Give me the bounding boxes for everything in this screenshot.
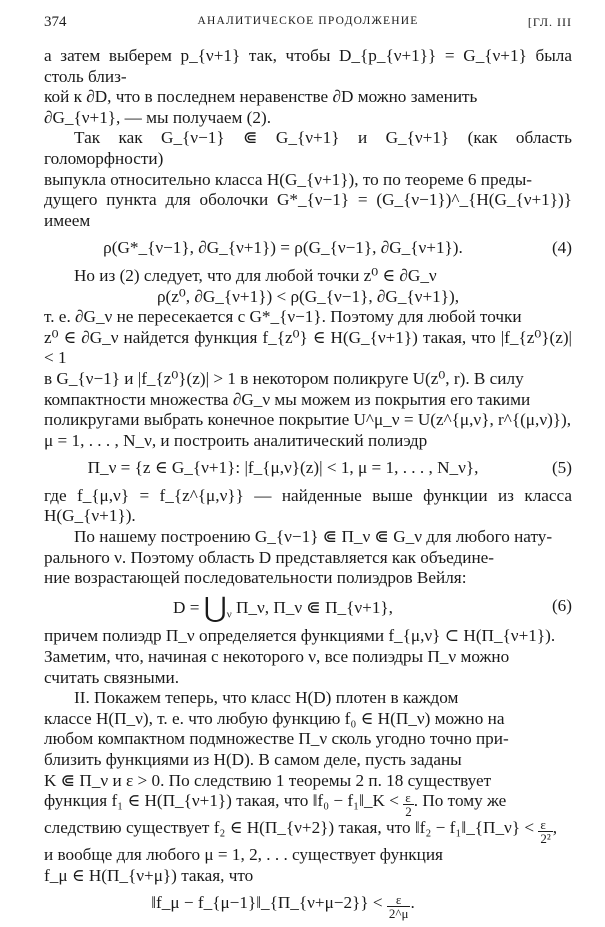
fraction	[538, 818, 552, 845]
union-index: ν	[226, 608, 232, 621]
equation-lhs: D =	[173, 597, 200, 617]
union-symbol: ⋃	[203, 592, 227, 624]
equation-lhs: ‖f_μ − f_{μ−1}‖_{Π_{ν+μ−2}} <	[151, 893, 383, 913]
text-line	[44, 791, 572, 818]
equation-expression: Π_ν = {z ∈ G_{ν+1}: |f_{μ,ν}(z)| < 1, μ = 1, . . . , N_ν},	[87, 458, 479, 478]
text-line: поликругами выбрать конечное покрытие U^μ_ν = U(z^{μ,ν}, r^{(μ,ν)}),	[44, 410, 572, 430]
chapter-marker: [ГЛ. III	[527, 15, 572, 29]
text-line: классе H(Π_ν), т. е. что любую функцию f₀ ∈ H(Π_ν) можно на	[44, 708, 505, 728]
text-fragment: . По тому же	[413, 791, 507, 811]
equation-end: .	[410, 893, 415, 913]
running-title: АНАЛИТИЧЕСКОЕ ПРОДОЛЖЕНИЕ	[197, 15, 419, 27]
text-line: близить функциями из H(D). В самом деле, пусть заданы	[44, 750, 462, 769]
page-number: 374	[44, 14, 67, 30]
fraction-numerator: ε	[403, 791, 414, 805]
text-line: выпукла относительно класса H(G_{ν+1}), то по теореме 6 преды-	[44, 169, 532, 189]
text-line: в G_{ν−1} и |f_{z⁰}(z)| > 1 в некотором поликруге U(z⁰, r). В силу	[44, 368, 524, 388]
equation-final	[44, 893, 572, 920]
equation-number: (6)	[551, 595, 572, 615]
text-line: считать связными.	[44, 667, 180, 687]
text-line: а затем выберем p_{ν+1} так, чтобы D_{p_{ν+1}} = G_{ν+1} была столь близ-	[44, 46, 572, 86]
running-header	[44, 14, 572, 36]
fraction	[403, 791, 414, 818]
equation-6	[44, 592, 572, 624]
text-line: K ⋐ Π_ν и ε > 0. По следствию 1 теоремы 2 п. 18 существует	[44, 770, 492, 790]
equation-number: (5)	[551, 458, 572, 478]
text-line: Так как G_{ν−1} ⋐ G_{ν+1} и G_{ν+1} (как область голоморфности)	[44, 128, 572, 168]
fraction-denominator: 2^μ	[388, 906, 409, 922]
equation-expression	[44, 592, 572, 624]
fraction-denominator: 2²	[540, 831, 551, 847]
text-line: дущего пункта для оболочки G*_{ν−1} = (G_{ν−1})^_{H(G_{ν+1})} имеем	[44, 190, 572, 230]
fraction	[387, 893, 411, 920]
text-line: и вообще для любого μ = 1, 2, . . . существует функция	[44, 845, 443, 865]
text-fragment: ,	[552, 818, 558, 838]
equation-5	[44, 458, 572, 479]
text-line: компактности множества ∂G_ν мы можем из покрытия его такими	[44, 389, 531, 409]
equation-expression	[44, 893, 572, 920]
page-body	[44, 46, 572, 927]
inline-equation: ρ(z⁰, ∂G_{ν+1}) < ρ(G_{ν−1}, ∂G_{ν+1}),	[156, 286, 459, 306]
text-line: ние возрастающей последовательности полиэдров Вейля:	[44, 568, 467, 588]
text-line: т. е. ∂G_ν не пересекается с G*_{ν−1}. Поэтому для любой точки	[44, 307, 522, 327]
equation-rhs: Π_ν, Π_ν ⋐ Π_{ν+1},	[235, 597, 393, 617]
text-line: где f_{μ,ν} = f_{z^{μ,ν}} — найденные выше функции из класса H(G_{ν+1}).	[44, 485, 572, 526]
fraction-numerator: ε	[387, 893, 411, 907]
equation-expression: ρ(G*_{ν−1}, ∂G_{ν+1}) = ρ(G_{ν−1}, ∂G_{ν+1}).	[103, 238, 463, 258]
text-line: По нашему построению G_{ν−1} ⋐ Π_ν ⋐ G_ν для любого нату-	[74, 527, 553, 547]
text-line	[44, 818, 572, 845]
equation-number: (4)	[551, 238, 572, 258]
text-line: μ = 1, . . . , N_ν, и построить аналитический полиэдр	[44, 430, 428, 450]
text-line: рального ν. Поэтому область D представляется как объедине-	[44, 547, 494, 567]
text-line: любом компактном подмножестве Π_ν сколь угодно точно при-	[44, 729, 509, 749]
fraction-numerator: ε	[538, 818, 552, 832]
text-line: кой к ∂D, что в последнем неравенстве ∂D можно заменить	[44, 87, 478, 107]
text-line: II. Покажем теперь, что класс H(D) плотен в каждом	[74, 688, 459, 708]
text-line: ∂G_{ν+1}, — мы получаем (2).	[44, 107, 272, 127]
text-fragment: функция f₁ ∈ H(Π_{ν+1}) такая, что ‖f₀ − f₁‖_K <	[44, 791, 399, 811]
text-fragment: следствию существует f₂ ∈ H(Π_{ν+2}) такая, что ‖f₂ − f₁‖_{Π_ν} <	[44, 818, 535, 838]
equation-4	[44, 238, 572, 259]
text-line: z⁰ ∈ ∂G_ν найдется функция f_{z⁰} ∈ H(G_{ν+1}) такая, что |f_{z⁰}(z)| < 1	[44, 327, 572, 368]
fraction-denominator: 2	[405, 804, 412, 820]
text-line: причем полиэдр Π_ν определяется функциями f_{μ,ν} ⊂ H(Π_{ν+1}).	[44, 626, 556, 646]
text-line: f_μ ∈ H(Π_{ν+μ}) такая, что	[44, 865, 254, 885]
text-line: Заметим, что, начиная с некоторого ν, все полиэдры Π_ν можно	[44, 647, 510, 667]
text-line: Но из (2) следует, что для любой точки z⁰ ∈ ∂G_ν	[74, 265, 437, 285]
